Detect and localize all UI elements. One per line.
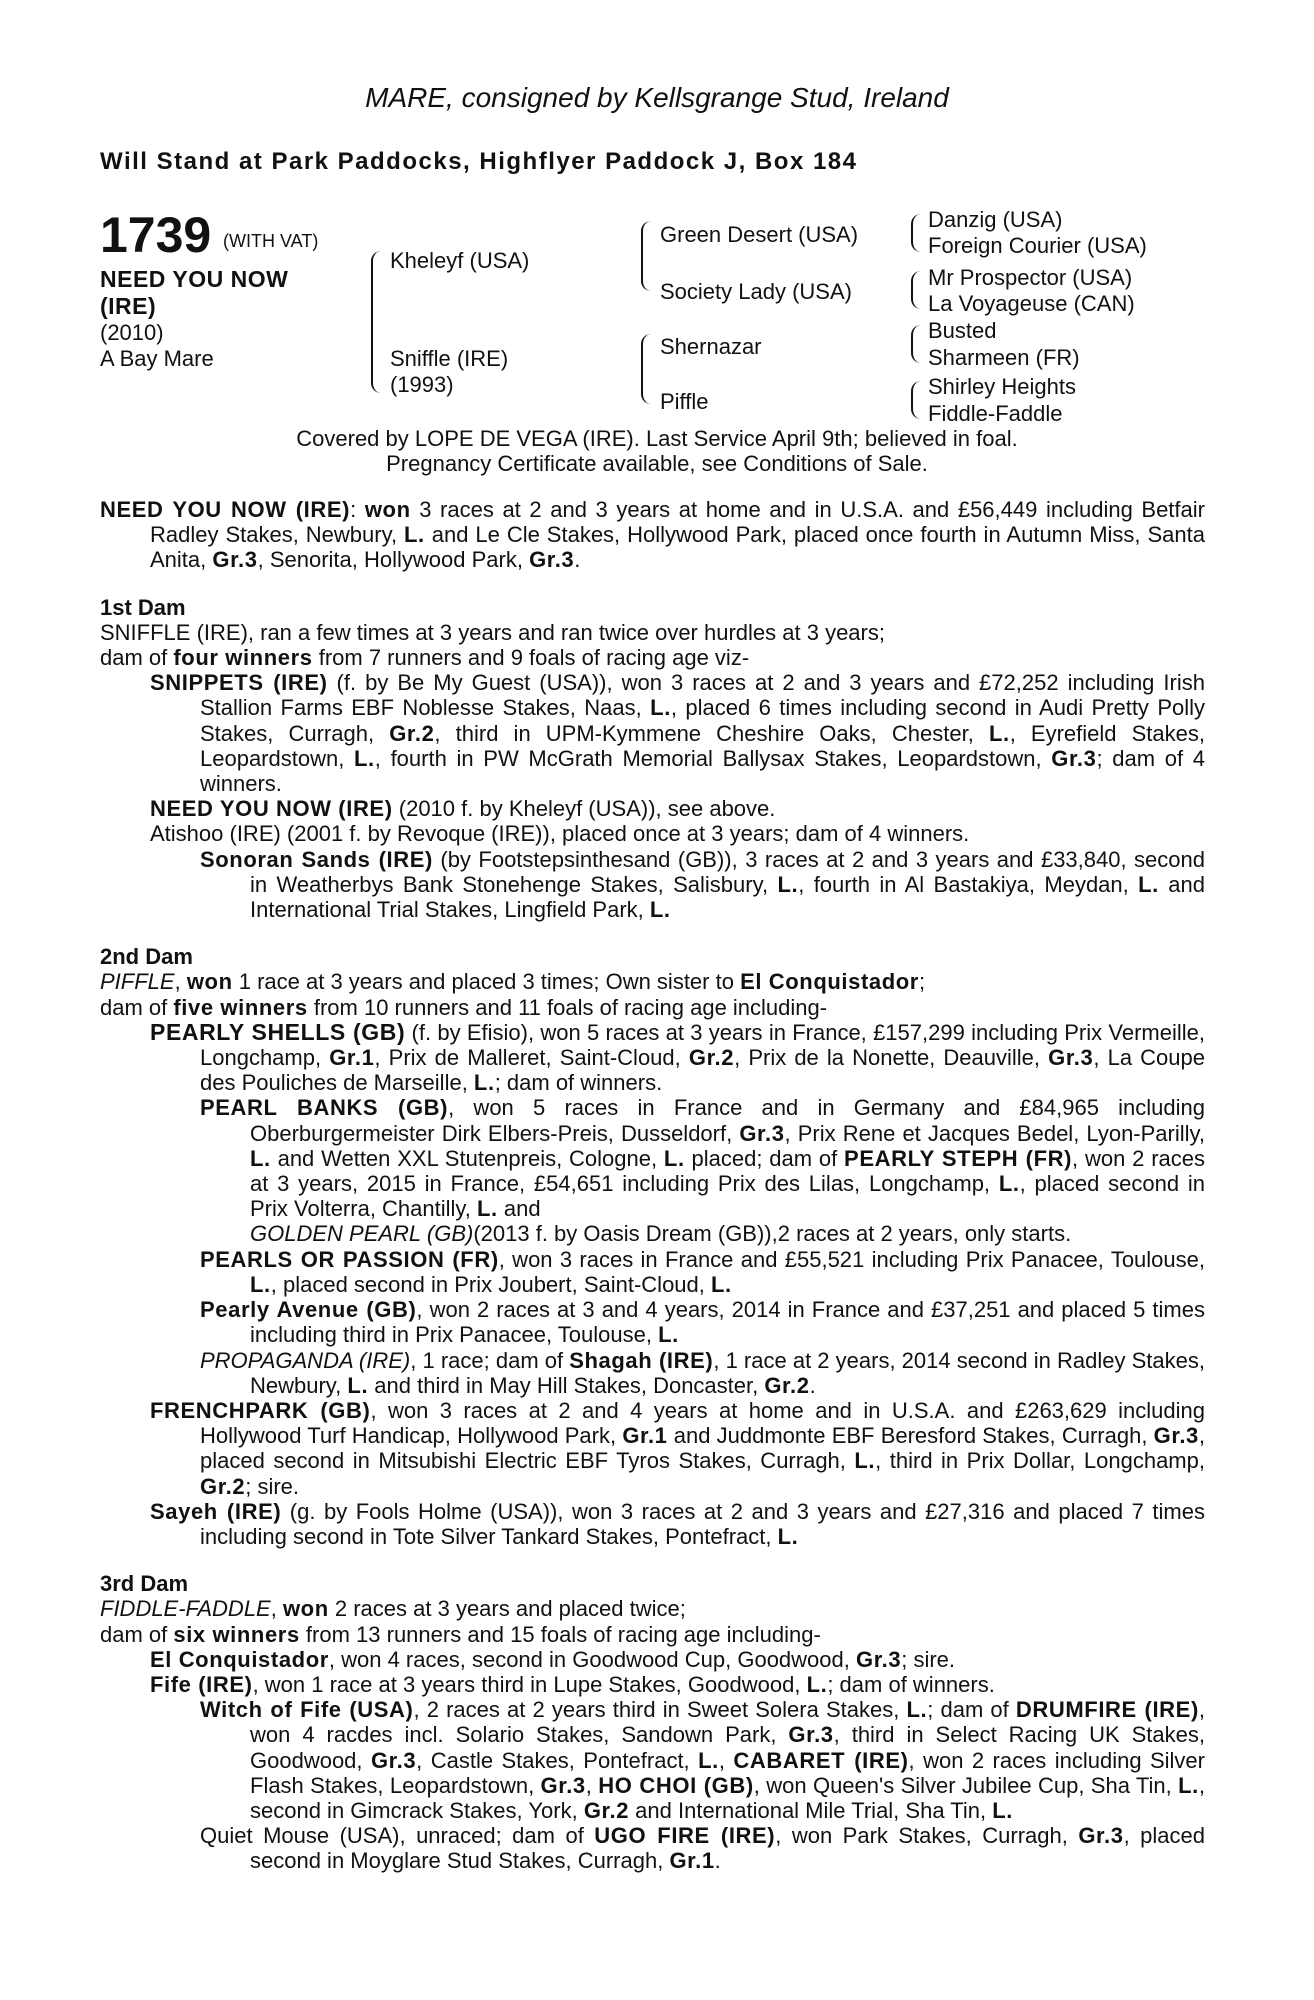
first-dam-produce-summary: dam of four winners from 7 runners and 9 foals of racing age viz- [100,645,750,671]
pedigree-brace-dam [641,334,653,404]
produce-sonoran-sands: Sonoran Sands (IRE) (by Footstepsinthesand (GB)), 3 races at 2 and 3 years and £33,840, second in Weatherbys Bank Stonehenge Stakes, Salisbury, L., fourth in Al Bastakiya, Meydan, L. and International Trial Stakes, Lingfield Park, L. [200,846,1205,923]
horse-description: A Bay Mare [100,346,214,371]
pedigree-brace-g3 [911,325,923,363]
pedigree-g6: Sharmeen (FR) [928,345,1080,370]
consignor-line: MARE, consigned by Kellsgrange Stud, Ireland [365,82,949,113]
pedigree-brace-sire [641,221,653,291]
first-dam-intro: SNIFFLE (IRE), ran a few times at 3 years and ran twice over hurdles at 3 years; [100,619,885,645]
horse-name-suffix: (IRE) [100,293,157,319]
produce-fife: Fife (IRE), won 1 race at 3 years third in Lupe Stakes, Goodwood, L.; dam of winners. [150,1671,995,1697]
first-dam-heading: 1st Dam [100,594,186,620]
catalogue-body [100,497,1205,1874]
covered-line: Covered by LOPE DE VEGA (IRE). Last Service April 9th; believed in foal. [296,426,1018,451]
pedigree-brace-g4 [911,381,923,419]
second-dam-produce-summary: dam of five winners from 10 runners and 11 foals of racing age including- [100,994,828,1020]
produce-name: PEARL BANKS (GB) [200,1095,449,1121]
summary-text: 3 races at 2 and 3 years at home and in U.S.A. and £56,449 including Betfair Radley Stakes, Newbury, [150,497,1205,548]
pedigree-dam-dam: Piffle [660,389,709,414]
lot-number: 1739 [100,207,212,263]
produce-pearls-or-passion: PEARLS OR PASSION (FR), won 3 races in France and £55,521 including Prix Panacee, Toulouse, L., placed second in Prix Joubert, Saint-Cloud, L. [200,1246,1205,1297]
produce-sayeh: Sayeh (IRE) (g. by Fools Holme (USA)), won 3 races at 2 and 3 years and £27,316 and placed 7 times including second in Tote Silver Tankard Stakes, Pontefract, L. [150,1498,1205,1549]
group-mark: Gr.3 [212,547,258,573]
second-dam-intro: PIFFLE, won 1 race at 3 years and placed 3 times; Own sister to El Conquistador; [100,969,926,995]
pedigree-g3: Mr Prospector (USA) [928,265,1133,290]
produce-name: NEED YOU NOW (IRE) [150,796,393,822]
produce-snippets: SNIPPETS (IRE) (f. by Be My Guest (USA)), won 3 races at 2 and 3 years and £72,252 including Irish Stallion Farms EBF Noblesse Stakes, Naas, L., placed 6 times including second in Audi Pretty Polly Stakes, Curragh, Gr.2, third in UPM-Kymmene Cheshire Oaks, Chester, L., Eyrefield Stakes, Leopardstown, L., fourth in PW McGrath Memorial Ballysax Stakes, Leopardstown, Gr.3; dam of 4 winners. [150,670,1206,797]
produce-name: Fife (IRE) [150,1671,253,1697]
summary-text: and Le Cle Stakes, Hollywood Park, placed once fourth in Autumn Miss, Santa Anita, [150,522,1205,573]
pedigree-brace-parents [371,251,383,393]
pedigree-sire-dam: Society Lady (USA) [660,279,852,304]
produce-name: PEARLS OR PASSION (FR) [200,1246,499,1272]
group-mark: Gr.3 [529,547,575,573]
produce-name: El Conquistador [150,1646,329,1672]
produce-name: Sonoran Sands (IRE) [200,846,433,872]
summary-text: , Senorita, Hollywood Park, [257,547,530,573]
produce-name: FRENCHPARK (GB) [150,1397,371,1423]
produce-name: Pearly Avenue (GB) [200,1297,417,1323]
produce-name: Sayeh (IRE) [150,1498,282,1524]
pedigree-sire: Kheleyf (USA) [390,248,530,273]
pedigree-dam-year: (1993) [390,372,454,397]
horse-name: NEED YOU NOW [100,266,289,292]
produce-need-you-now: NEED YOU NOW (IRE) (2010 f. by Kheleyf (USA)), see above. [150,796,776,822]
vat-note: (WITH VAT) [223,231,319,251]
pedigree-g4: La Voyageuse (CAN) [928,291,1135,316]
produce-atishoo: Atishoo (IRE) (2001 f. by Revoque (IRE)), placed once at 3 years; dam of 4 winners. [150,821,970,847]
produce-name: SNIPPETS (IRE) [150,670,328,696]
pregnancy-line: Pregnancy Certificate available, see Conditions of Sale. [386,451,928,476]
pedigree-g7: Shirley Heights [928,374,1076,399]
produce-pearl-banks: PEARL BANKS (GB), won 5 races in France and in Germany and £84,965 including Oberburgermeister Dirk Elbers-Preis, Dusseldorf, Gr.3, Prix Rene et Jacques Bedel, Lyon-Parilly, L. and Wetten XXL Stutenpreis, Cologne, L. placed; dam of PEARLY STEPH (FR), won 2 races at 3 years, 2015 in France, £54,651 including Prix des Lilas, Longchamp, L., placed second in Prix Volterra, Chantilly, L. and GOLDEN PEARL (GB)(2013 f. by Oasis Dream (GB)),2 races at 2 years, only starts. [200,1095,1206,1247]
produce-name: PEARLY SHELLS (GB) [150,1018,406,1045]
won-label: won [364,497,411,522]
produce-propaganda: PROPAGANDA (IRE), 1 race; dam of Shagah (IRE), 1 race at 2 years, 2014 second in Radley Stakes, Newbury, L. and third in May Hill Stakes, Doncaster, Gr.2. [200,1347,1205,1398]
pedigree-g5: Busted [928,318,997,343]
produce-name: Witch of Fife (USA) [200,1697,414,1723]
second-dam-heading: 2nd Dam [100,944,193,970]
listed-mark: L. [404,522,425,548]
pedigree-dam: Sniffle (IRE) [390,346,509,371]
foaling-year: (2010) [100,320,164,345]
pedigree-g2: Foreign Courier (USA) [928,233,1147,258]
pedigree-brace-g1 [911,214,923,252]
summary-text: . [574,547,581,573]
produce-witch-of-fife: Witch of Fife (USA), 2 races at 2 years third in Sweet Solera Stakes, L.; dam of DRUMFIRE (IRE), won 4 racdes incl. Solario Stakes, Sandown Park, Gr.3, third in Select Racing UK Stakes, Goodwood, Gr.3, Castle Stakes, Pontefract, L., CABARET (IRE), won 2 races including Silver Flash Stakes, Leopardstown, Gr.3, HO CHOI (GB), won Queen's Silver Jubilee Cup, Sha Tin, L., second in Gimcrack Stakes, York, Gr.2 and International Mile Trial, Sha Tin, L. [200,1697,1205,1823]
produce-pearly-shells: PEARLY SHELLS (GB) (f. by Efisio), won 5 races at 3 years in France, £157,299 including Prix Vermeille, Longchamp, Gr.1, Prix de Malleret, Saint-Cloud, Gr.2, Prix de la Nonette, Deauville, Gr.3, La Coupe des Pouliches de Marseille, L.; dam of winners. [150,1018,1205,1096]
pedigree-brace-g2 [911,271,923,309]
produce-name: PROPAGANDA (IRE) [200,1347,411,1373]
produce-quiet-mouse: Quiet Mouse (USA), unraced; dam of UGO FIRE (IRE), won Park Stakes, Curragh, Gr.3, placed second in Moyglare Stud Stakes, Curragh, Gr.1. [200,1823,1205,1874]
pedigree-sire-sire: Green Desert (USA) [660,222,859,247]
pedigree-g8: Fiddle-Faddle [928,401,1063,426]
summary-horse-name: NEED YOU NOW (IRE) [100,497,351,522]
summary-paragraph: NEED YOU NOW (IRE): won 3 races at 2 and 3 years at home and in U.S.A. and £56,449 including Betfair Radley Stakes, Newbury, L. and Le Cle Stakes, Hollywood Park, placed once fourth in Autumn Miss, Santa Anita, Gr.3, Senorita, Hollywood Park, Gr.3. [100,497,1205,573]
stand-location: Will Stand at Park Paddocks, Highflyer Paddock J, Box 184 [100,148,858,175]
pedigree-dam-sire: Shernazar [660,334,762,359]
produce-el-conquistador: El Conquistador, won 4 races, second in Goodwood Cup, Goodwood, Gr.3; sire. [150,1646,956,1672]
third-dam-heading: 3rd Dam [100,1571,189,1597]
third-dam-intro: FIDDLE-FADDLE, won 2 races at 3 years and placed twice; [100,1596,686,1622]
produce-frenchpark: FRENCHPARK (GB), won 3 races at 2 and 4 years at home and in U.S.A. and £263,629 including Hollywood Turf Handicap, Hollywood Park, Gr.1 and Juddmonte EBF Beresford Stakes, Curragh, Gr.3, placed second in Mitsubishi Electric EBF Tyros Stakes, Curragh, L., third in Prix Dollar, Longchamp, Gr.2; sire. [150,1397,1205,1499]
pedigree-g1: Danzig (USA) [928,207,1063,232]
produce-pearly-avenue: Pearly Avenue (GB), won 2 races at 3 and 4 years, 2014 in France and £37,251 and placed 5 times including third in Prix Panacee, Toulouse, L. [200,1297,1205,1348]
third-dam-produce-summary: dam of six winners from 13 runners and 15 foals of racing age including- [100,1621,821,1647]
